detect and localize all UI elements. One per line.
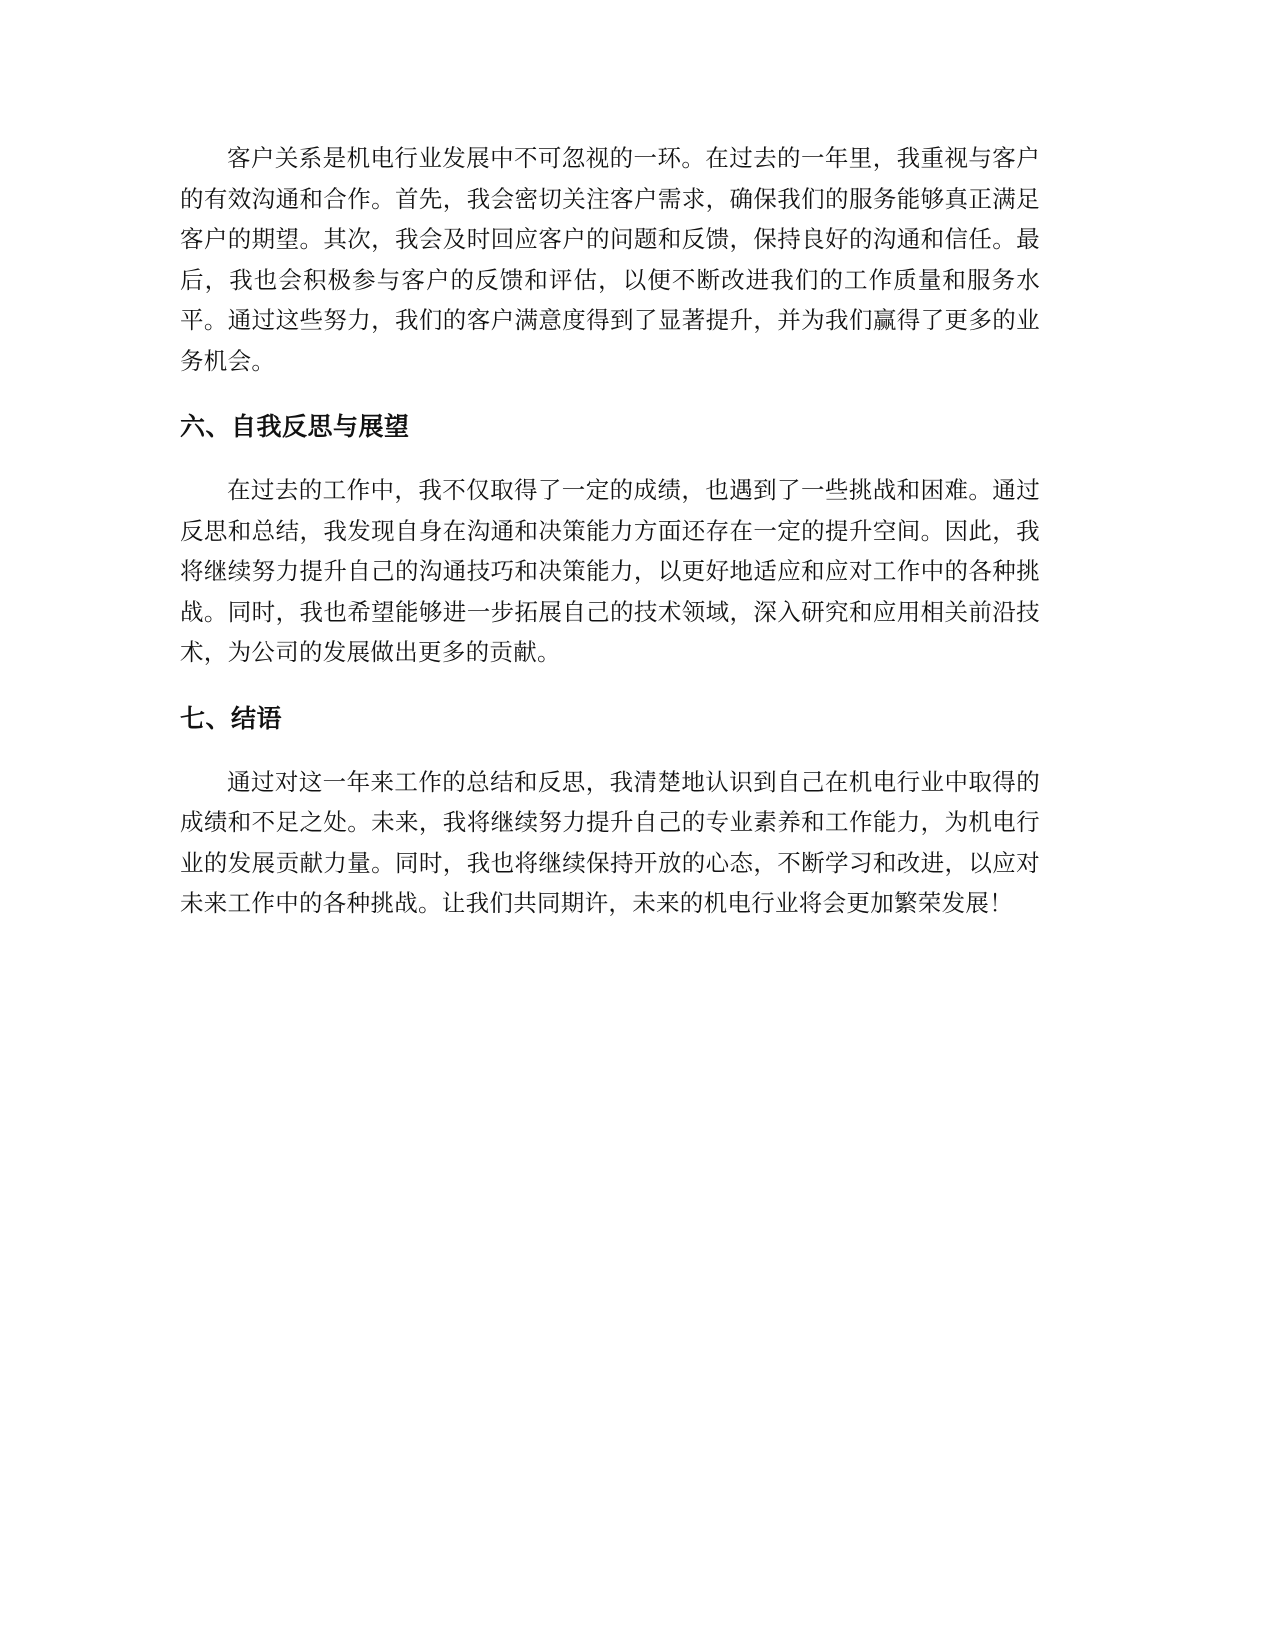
section-7-heading: 七、结语	[180, 703, 283, 733]
section-6-paragraph: 在过去的工作中，我不仅取得了一定的成绩，也遇到了一些挑战和困难。通过反思和总结，我发现自身在沟通和决策能力方面还存在一定的提升空间。因此，我将继续努力提升自己的沟通技巧和决策能力，以更好地适应和应对工作中的各种挑战。同时，我也希望能够进一步拓展自己的技术领域，深入研究和应用相关前沿技术，为公司的发展做出更多的贡献。	[180, 476, 1040, 666]
section-6-heading: 六、自我反思与展望	[180, 412, 410, 441]
customer-relations-paragraph: 客户关系是机电行业发展中不可忽视的一环。在过去的一年里，我重视与客户的有效沟通和合作。首先，我会密切关注客户需求，确保我们的服务能够真正满足客户的期望。其次，我会及时回应客户的问题和反馈，保持良好的沟通和信任。最后，我也会积极参与客户的反馈和评估，以便不断改进我们的工作质量和服务水平。通过这些努力，我们的客户满意度得到了显著提升，并为我们赢得了更多的业务机会。	[180, 144, 1040, 375]
document-page	[180, 138, 1040, 924]
section-7-paragraph: 通过对这一年来工作的总结和反思，我清楚地认识到自己在机电行业中取得的成绩和不足之处。未来，我将继续努力提升自己的专业素养和工作能力，为机电行业的发展贡献力量。同时，我也将继续保持开放的心态，不断学习和改进，以应对未来工作中的各种挑战。让我们共同期许，未来的机电行业将会更加繁荣发展！	[180, 767, 1040, 917]
